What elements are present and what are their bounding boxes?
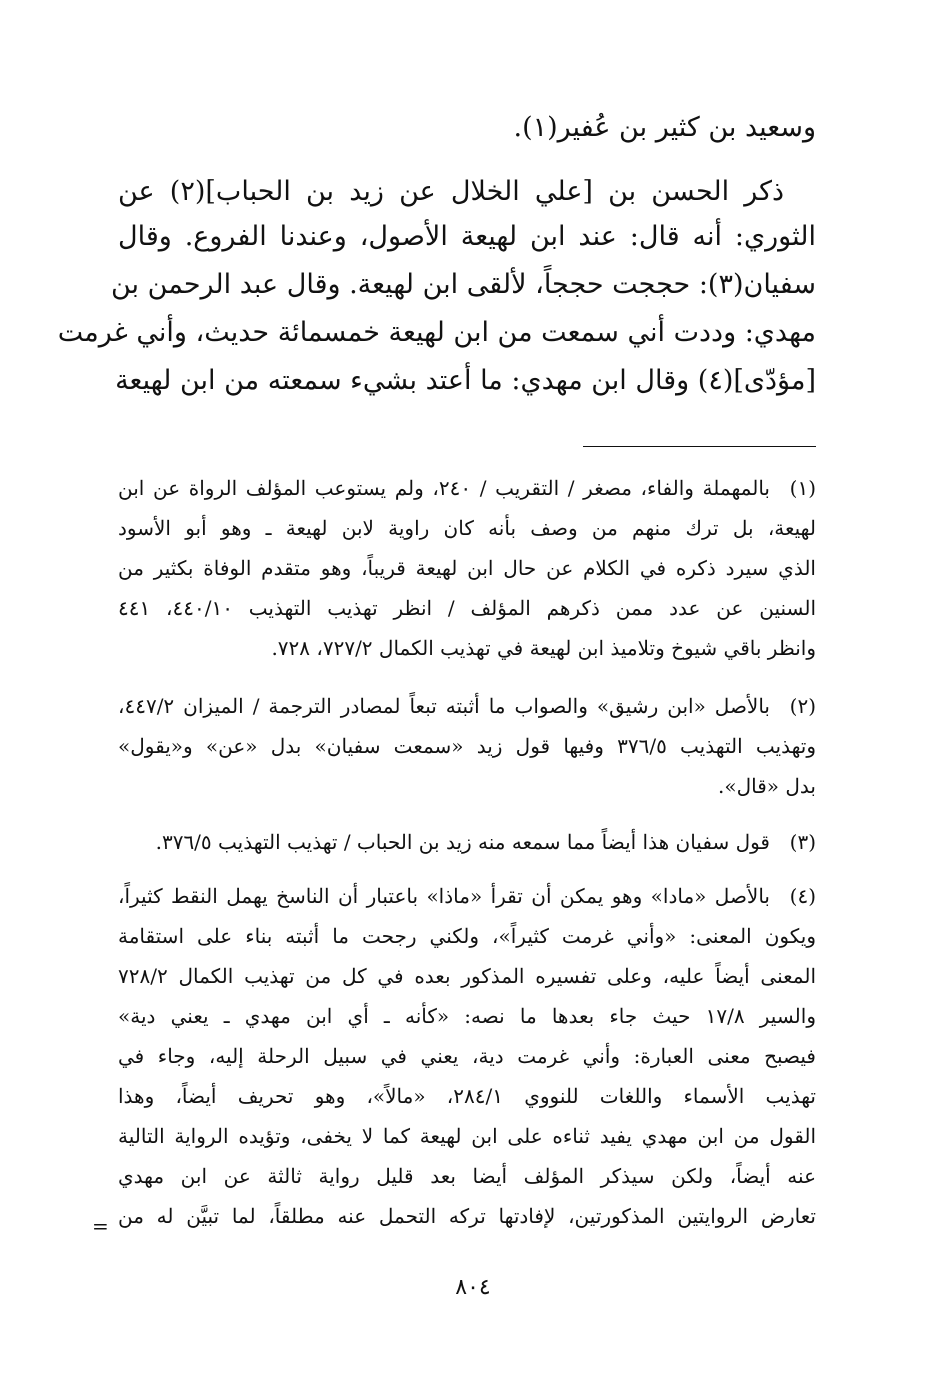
page-number: ٨٠٤	[455, 1275, 491, 1300]
footnote-2-line-2: وتهذيب التهذيب ٣٧٦/٥ وفيها قول زيد «سمعت سفيان» بدل «عن» و«يقول»	[118, 734, 817, 758]
footnote-4-line-8: عنه أيضاً، ولكن سيذكر المؤلف أيضا بعد قليل رواية ثالثة عن ابن مهدي	[118, 1164, 816, 1188]
footnote-1-line-4: السنين عن عدد ممن ذكرهم المؤلف / انظر تهذيب التهذيب ٤٤٠/١٠، ٤٤١	[118, 596, 817, 620]
footnote-3-line-1: قول سفيان هذا أيضاً مما سمعه منه زيد بن الحباب / تهذيب التهذيب ٣٧٦/٥.	[155, 830, 770, 854]
body-line-1: وسعيد بن كثير بن عُفير(١).	[513, 112, 816, 143]
footnote-4-line-2: ويكون المعنى: «وأني غرمت كثيراً»، ولكني رجحت ما أثبته بناء على استقامة	[118, 924, 816, 948]
footnote-4-number: (٤)	[789, 884, 816, 908]
footnote-1-line-2: لهيعة، بل ترك منهم من وصف بأنه كان راوية لابن لهيعة ـ وهو أبو الأسود	[118, 516, 816, 540]
continuation-mark: =	[92, 1214, 109, 1238]
footnote-1-line-1: بالمهملة والفاء، مصغر / التقريب / ٢٤٠، ولم يستوعب المؤلف الرواة عن ابن	[118, 476, 770, 500]
footnote-4-line-9: تعارض الروايتين المذكورتين، لإفادتها تركه التحمل عنه مطلقاً، لما تبيَّن له من	[118, 1204, 816, 1228]
footnote-4-line-1: بالأصل «مادا» وهو يمكن أن تقرأ «ماذا» باعتبار أن الناسخ يهمل النقط كثيراً،	[118, 884, 770, 908]
footnote-4-line-3: المعنى أيضاً عليه، وعلى تفسيره المذكور بعده في كل من تهذيب الكمال ٧٢٨/٢	[118, 964, 816, 988]
footnote-2-line-3: بدل «قال».	[718, 774, 816, 798]
body-line-4: سفيان(٣): حججت حججاً، لألقى ابن لهيعة. وقال عبد الرحمن بن	[111, 269, 816, 300]
footnote-1-line-5: وانظر باقي شيوخ وتلاميذ ابن لهيعة في تهذيب الكمال ٧٢٧/٢، ٧٢٨.	[271, 636, 816, 660]
body-line-6: [مؤدّى](٤) وقال ابن مهدي: ما أعتد بشيء سمعته من ابن لهيعة	[115, 365, 816, 396]
footnote-4-line-6: تهذيب الأسماء واللغات للنووي ٢٨٤/١، «مالاً»، وهو تحريف أيضاً، وهذا	[118, 1084, 817, 1108]
footnote-4-line-5: فيصبح معنى العبارة: وأني غرمت دية، يعني في سبيل الرحلة إليه، وجاء في	[118, 1044, 816, 1068]
footnote-1-line-3: الذي سيرد ذكره في الكلام عن حال ابن لهيعة قريباً، وهو متقدم الوفاة بكثير من	[118, 556, 816, 580]
footnote-4-line-4: والسير ١٧/٨ حيث جاء بعدها ما نصه: «كأنه ـ أي ابن مهدي ـ يعني دية»	[118, 1004, 816, 1028]
footnote-2-line-1: بالأصل «ابن رشيق» والصواب ما أثبته تبعاً لمصادر الترجمة / الميزان ٤٤٧/٢،	[118, 694, 770, 718]
body-line-5: مهدي: وددت أني سمعت من ابن لهيعة خمسمائة حديث، وأني غرمت	[57, 317, 816, 348]
body-line-2: ذكر الحسن بن [علي الخلال عن زيد بن الحباب](٢) عن	[118, 176, 785, 207]
body-line-3: الثوري: أنه قال: عند ابن لهيعة الأصول، وعندنا الفروع. وقال	[118, 221, 816, 252]
footnote-4-line-7: القول من ابن مهدي يفيد ثناءه على ابن لهيعة كما لا يخفى، وتؤيده الرواية التالية	[118, 1124, 816, 1148]
footnote-3-number: (٣)	[789, 830, 816, 854]
footnote-separator	[583, 446, 816, 447]
footnote-1-number: (١)	[789, 476, 816, 500]
footnote-2-number: (٢)	[789, 694, 816, 718]
